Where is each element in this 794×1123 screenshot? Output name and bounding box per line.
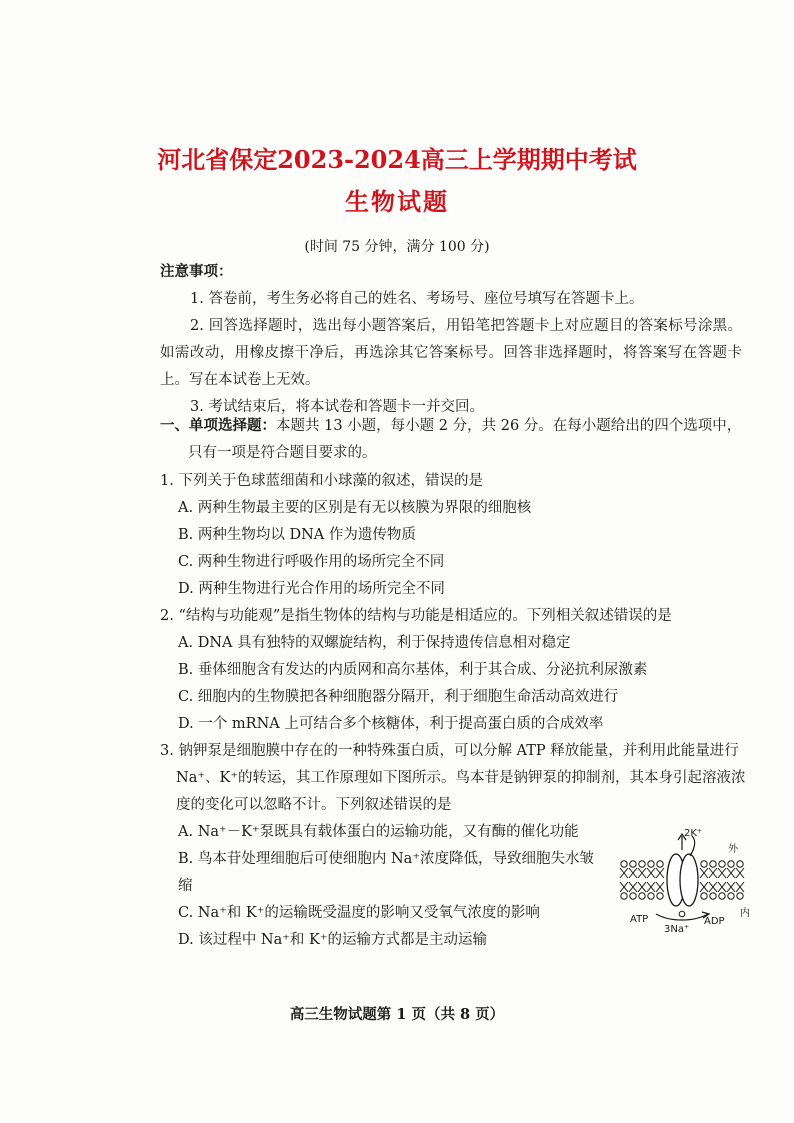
time-info: (时间 75 分钟，满分 100 分) [304, 239, 490, 255]
question-1 [160, 468, 750, 603]
inside-label: 内 [740, 908, 750, 919]
option-b: B. 垂体细胞含有发达的内质网和高尔基体，利于其合成、分泌抗利尿激素 [178, 662, 648, 678]
exam-subtitle: 生物试题 [345, 187, 449, 216]
option-a: A. 两种生物最主要的区别是有无以核膜为界限的细胞核 [178, 500, 532, 516]
option-b: B. 两种生物均以 DNA 作为遗传物质 [178, 527, 416, 543]
adp-label: ADP [704, 916, 725, 927]
option-a: A. DNA 具有独特的双螺旋结构，利于保持遗传信息相对稳定 [178, 635, 571, 651]
option-c: C. 两种生物进行呼吸作用的场所完全不同 [178, 554, 445, 570]
option-c: C. Na⁺和 K⁺的运输既受温度的影响又受氧气浓度的影响 [178, 905, 540, 921]
question-stem: 1. 下列关于色球蓝细菌和小球藻的叙述，错误的是 [160, 473, 483, 489]
option-d: D. 该过程中 Na⁺和 K⁺的运输方式都是主动运输 [178, 932, 488, 948]
section-heading [160, 412, 742, 467]
na-ion-label: 3Na⁺ [664, 924, 690, 935]
option-b: B. 鸟本苷处理细胞后可使细胞内 Na⁺浓度降低，导致细胞失水皱缩 [178, 851, 594, 894]
note-item: 2. 回答选择题时，选出每小题答案后，用铅笔把答题卡上对应题目的答案标号涂黑。如需改动，用橡皮擦干净后，再选涂其它答案标号。回答非选择题时，将答案写在答题卡上。写在本试卷上无效。 [160, 318, 742, 388]
notes-heading: 注意事项： [160, 263, 233, 280]
outside-label: 外 [728, 844, 738, 855]
note-item: 1. 答卷前，考生务必将自己的姓名、考场号、座位号填写在答题卡上。 [190, 291, 644, 307]
question-2 [160, 603, 750, 738]
atp-label: ATP [630, 914, 649, 925]
section-text: 本题共 13 小题，每小题 2 分，共 26 分。在每小题给出的四个选项中，只有一项是符合题目要求的。 [188, 418, 742, 461]
question-stem: 3. 钠钾泵是细胞膜中存在的一种特殊蛋白质，可以分解 ATP 释放能量，并利用此能量进行 Na⁺、K⁺的转运，其工作原理如下图所示。鸟本苷是钠钾泵的抑制剂，其本身引起溶液浓度的变化可以忽略不计。下列叙述错误的是 [160, 743, 746, 813]
k-ion-label: 2K⁺ [684, 828, 703, 839]
option-d: D. 一个 mRNA 上可结合多个核糖体，利于提高蛋白质的合成效率 [178, 716, 604, 732]
sodium-ion-marker [679, 911, 685, 917]
sodium-potassium-pump-diagram [612, 826, 752, 936]
section-label: 一、单项选择题： [160, 417, 276, 434]
notes-list [160, 286, 742, 421]
note-item: 3. 考试结束后，将本试卷和答题卡一并交回。 [190, 399, 484, 415]
option-a: A. Na⁺－K⁺泵既具有载体蛋白的运输功能，又有酶的催化功能 [178, 824, 579, 840]
exam-title: 河北省保定2023-2024高三上学期期中考试 [157, 145, 637, 174]
option-c: C. 细胞内的生物膜把各种细胞器分隔开，利于细胞生命活动高效进行 [178, 689, 619, 705]
option-d: D. 两种生物进行光合作用的场所完全不同 [178, 581, 445, 597]
question-stem: 2. “结构与功能观”是指生物体的结构与功能是相适应的。下列相关叙述错误的是 [160, 608, 672, 624]
pump-protein [667, 854, 698, 906]
page-footer: 高三生物试题第 1 页（共 8 页） [289, 1006, 505, 1023]
